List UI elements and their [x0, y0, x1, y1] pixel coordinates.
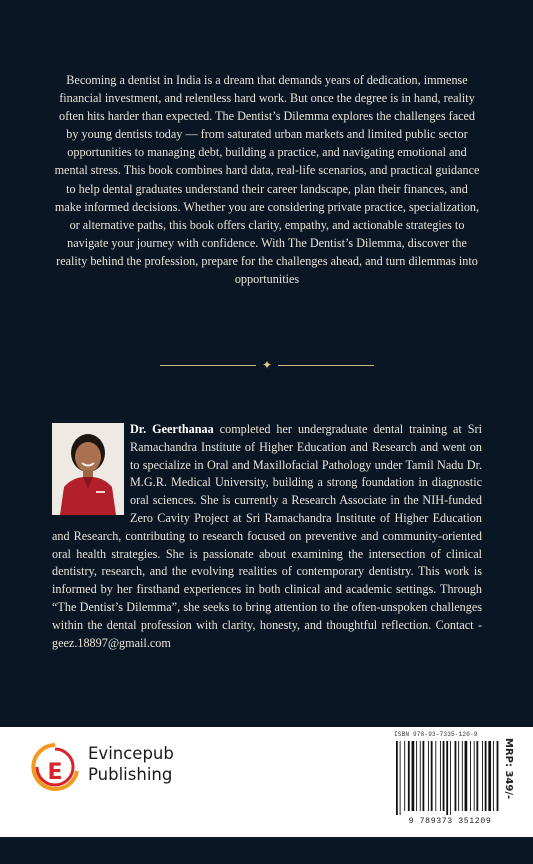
publisher-line1: Evincepub — [88, 744, 174, 763]
isbn-label: ISBN 978-93-7335-120-9 — [394, 731, 478, 738]
isbn-digits: 9 789373 351209 — [408, 817, 492, 826]
sparkle-icon: ✦ — [261, 358, 273, 372]
price-label: MRP: 349/- — [503, 738, 514, 800]
publisher-name — [88, 743, 208, 785]
divider-line-right — [278, 365, 374, 366]
ornamental-divider — [160, 358, 374, 372]
publisher-line2: Publishing — [88, 765, 173, 784]
author-bio-text: completed her undergraduate dental training at Sri Ramachandra Institute of Higher Education and Research and went on to specialize in Oral and Maxillofacial Pathology under Tamil Nadu Dr. M.G.R. Medical University, building a strong foundation in diagnostic oral sciences. She is currently a Research Associate in the NIH-funded Zero Cavity Project at Sri Ramachandra Institute of Higher Education and Research, contributing to research focused on preventive and community-oriented oral health strategies. She is passionate about examining the intersection of clinical dentistry, research, and the evolving realities of contemporary dentistry. This work is informed by her firsthand experiences in both clinical and academic settings. Through “The Dentist’s Dilemma”, she seeks to bring attention to the often-unspoken challenges within the dental profession with clarity, honesty, and thoughtful reflection. Contact -geez.18897@gmail.com — [52, 422, 482, 650]
blurb-text: Becoming a dentist in India is a dream that demands years of dedication, immense financial investment, and relentless hard work. But once the degree is in hand, reality often hits harder than expected. The Dentist’s Dilemma explores the challenges faced by young dentists today — from saturated urban markets and limited public sector opportunities to managing debt, building a practice, and navigating emotional and mental stress. This book combines hard data, real-life scenarios, and practical guidance to help dental graduates understand their career landscape, plan their finances, and make informed decisions. Whether you are considering private practice, specialization, or alternative paths, this book offers clarity, empathy, and actionable strategies to navigate your journey with confidence. With The Dentist’s Dilemma, discover the reality behind the profession, prepare for the challenges ahead, and turn dilemmas into opportunities — [54, 73, 480, 287]
barcode-icon — [394, 741, 506, 815]
book-blurb — [52, 71, 482, 288]
author-name: Dr. Geerthanaa — [130, 422, 214, 436]
publisher-footer — [0, 727, 533, 837]
evincepub-logo-icon — [30, 741, 80, 801]
author-bio — [52, 421, 482, 652]
photo-spacer — [52, 421, 130, 525]
divider-line-left — [160, 365, 256, 366]
logo-letter: E — [47, 760, 63, 785]
